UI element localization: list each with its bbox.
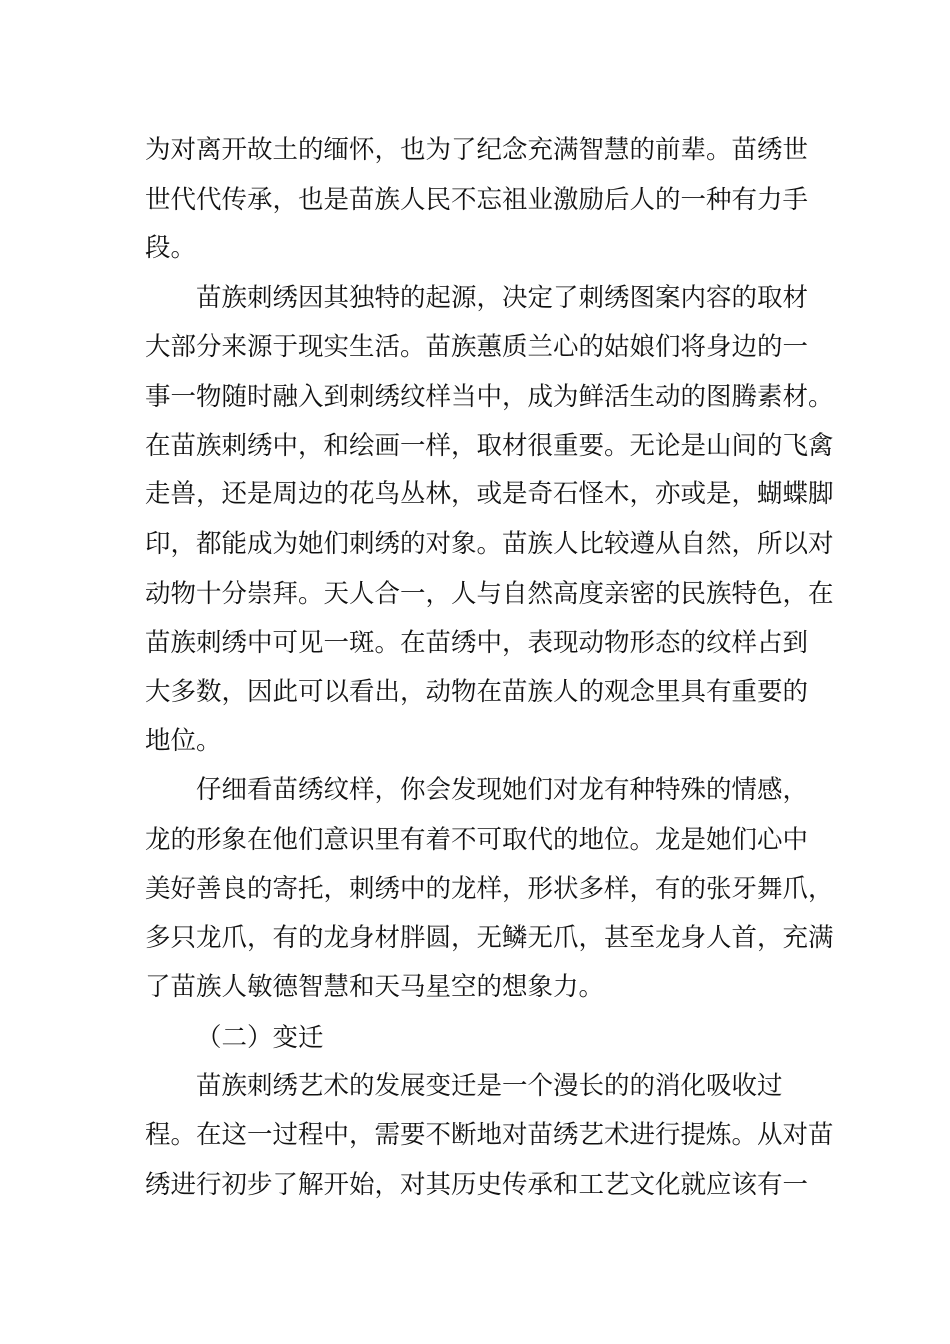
- text-line: 龙的形象在他们意识里有着不可取代的地位。龙是她们心中: [145, 825, 809, 855]
- text-line: 多只龙爪，有的龙身材胖圆，无鳞无爪，甚至龙身人首，充满: [145, 923, 834, 953]
- text-line: 在苗族刺绣中，和绘画一样，取材很重要。无论是山间的飞禽: [145, 431, 834, 461]
- text-line: 为对离开故土的缅怀，也为了纪念充满智慧的前辈。苗绣世: [145, 135, 809, 165]
- text-line: 大多数，因此可以看出，动物在苗族人的观念里具有重要的: [145, 677, 809, 707]
- text-line: 事一物随时融入到刺绣纹样当中，成为鲜活生动的图腾素材。: [145, 382, 834, 412]
- text-line: 绣进行初步了解开始，对其历史传承和工艺文化就应该有一: [145, 1170, 809, 1200]
- text-line: 段。: [145, 233, 197, 263]
- paragraph-first-line: 苗族刺绣艺术的发展变迁是一个漫长的的消化吸收过: [196, 1071, 783, 1101]
- section-heading: （二）变迁: [196, 1023, 324, 1053]
- text-line: 苗族刺绣中可见一斑。在苗绣中，表现动物形态的纹样占到: [145, 628, 809, 658]
- text-line: 美好善良的寄托，刺绣中的龙样，形状多样，有的张牙舞爪，: [145, 874, 834, 904]
- text-line: 世代代传承，也是苗族人民不忘祖业激励后人的一种有力手: [145, 185, 809, 215]
- text-line: 程。在这一过程中，需要不断地对苗绣艺术进行提炼。从对苗: [145, 1120, 834, 1150]
- text-line: 走兽，还是周边的花鸟丛林，或是奇石怪木，亦或是，蝴蝶脚: [145, 479, 834, 509]
- paragraph-first-line: 苗族刺绣因其独特的起源，决定了刺绣图案内容的取材: [196, 283, 809, 313]
- paragraph-first-line: 仔细看苗绣纹样，你会发现她们对龙有种特殊的情感，: [196, 775, 809, 805]
- text-line: 大部分来源于现实生活。苗族蕙质兰心的姑娘们将身边的一: [145, 332, 809, 362]
- text-line: 了苗族人敏德智慧和天马星空的想象力。: [145, 972, 605, 1002]
- text-line: 印，都能成为她们刺绣的对象。苗族人比较遵从自然，所以对: [145, 529, 834, 559]
- text-line: 地位。: [145, 726, 222, 756]
- text-line: 动物十分崇拜。天人合一，人与自然高度亲密的民族特色，在: [145, 579, 834, 609]
